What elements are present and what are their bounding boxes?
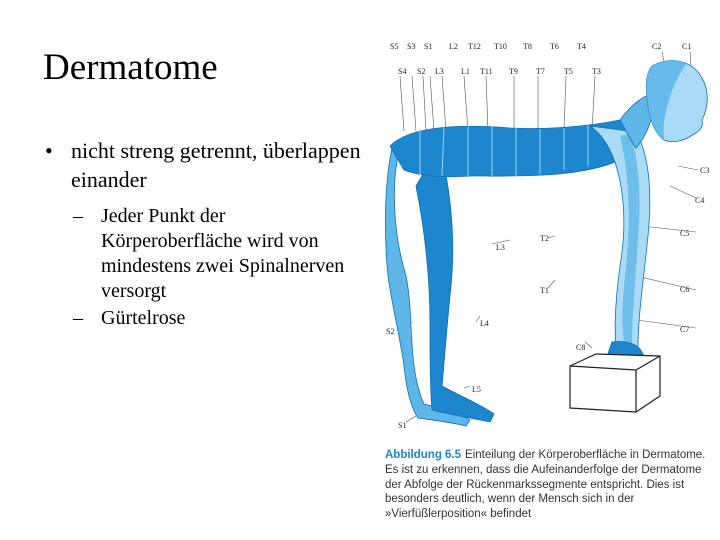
sub-bullet-mark: –: [73, 307, 83, 329]
sub-bullet-text: Jeder Punkt der Körperoberfläche wird von mindestens zwei Spinalnerven versorgt: [101, 205, 345, 302]
bullet-text: nicht streng getrennt, überlappen einander: [71, 138, 361, 192]
segment-label: C7: [680, 325, 690, 334]
bullet-list: [43, 136, 363, 333]
figure-caption-label: Abbildung 6.5: [385, 449, 462, 461]
inner-labels: [472, 234, 549, 394]
segment-label: S1: [398, 421, 407, 430]
figure-caption: [385, 448, 713, 522]
segment-label: S3: [407, 42, 416, 51]
segment-label: S5: [390, 42, 399, 51]
segment-label: C2: [652, 42, 662, 51]
segment-label: T12: [468, 42, 481, 51]
segment-label: C1: [682, 42, 692, 51]
segment-label: S1: [424, 42, 433, 51]
segment-label: T8: [523, 42, 532, 51]
bullet-item: [43, 136, 363, 194]
segment-label: C8: [576, 343, 586, 352]
figure-caption-text: Einteilung der Körperoberfläche in Dermatome. Es ist zu erkennen, dass die Aufeinanderfolge der Dermatome der Abfolge der Rückenmarkssegmente entspricht. Dies ist besonders deutlich, wenn der Mensch sich in der »Vierfüßlerposition« befindet: [385, 449, 706, 521]
segment-label: L3: [496, 243, 505, 252]
top-labels-row-2: [398, 67, 601, 76]
segment-label: T3: [592, 67, 601, 76]
segment-label: S2: [417, 67, 426, 76]
segment-label: C3: [700, 166, 710, 175]
box-shape: [570, 354, 660, 412]
segment-label: T4: [577, 42, 586, 51]
segment-label: C5: [680, 229, 690, 238]
front-leg-shape: [416, 146, 494, 422]
sub-bullet-item: [43, 204, 363, 304]
sub-bullet-text: Gürtelrose: [101, 307, 186, 329]
sub-bullet-item: [43, 306, 363, 331]
segment-label: T11: [480, 67, 493, 76]
segment-label: T5: [564, 67, 573, 76]
segment-label: L4: [480, 319, 489, 328]
dermatome-illustration: [380, 36, 720, 446]
segment-label: L3: [435, 67, 444, 76]
sub-bullet-mark: –: [73, 205, 83, 227]
segment-label: S4: [398, 67, 407, 76]
segment-label: T1: [540, 286, 549, 295]
sub-bullet-list: [43, 204, 363, 331]
slide-title: Dermatome: [43, 47, 218, 88]
bullet-mark: •: [45, 138, 53, 163]
segment-label: C4: [695, 196, 705, 205]
segment-label: T2: [540, 234, 549, 243]
segment-label: T9: [509, 67, 518, 76]
segment-label: L2: [449, 42, 458, 51]
segment-label: S2: [386, 327, 395, 336]
segment-label: T6: [550, 42, 559, 51]
segment-label: T7: [536, 67, 545, 76]
top-labels-row-1: [390, 42, 691, 51]
segment-label: C6: [680, 285, 690, 294]
segment-label: L5: [472, 385, 481, 394]
segment-label: T10: [494, 42, 507, 51]
segment-label: L1: [461, 67, 470, 76]
